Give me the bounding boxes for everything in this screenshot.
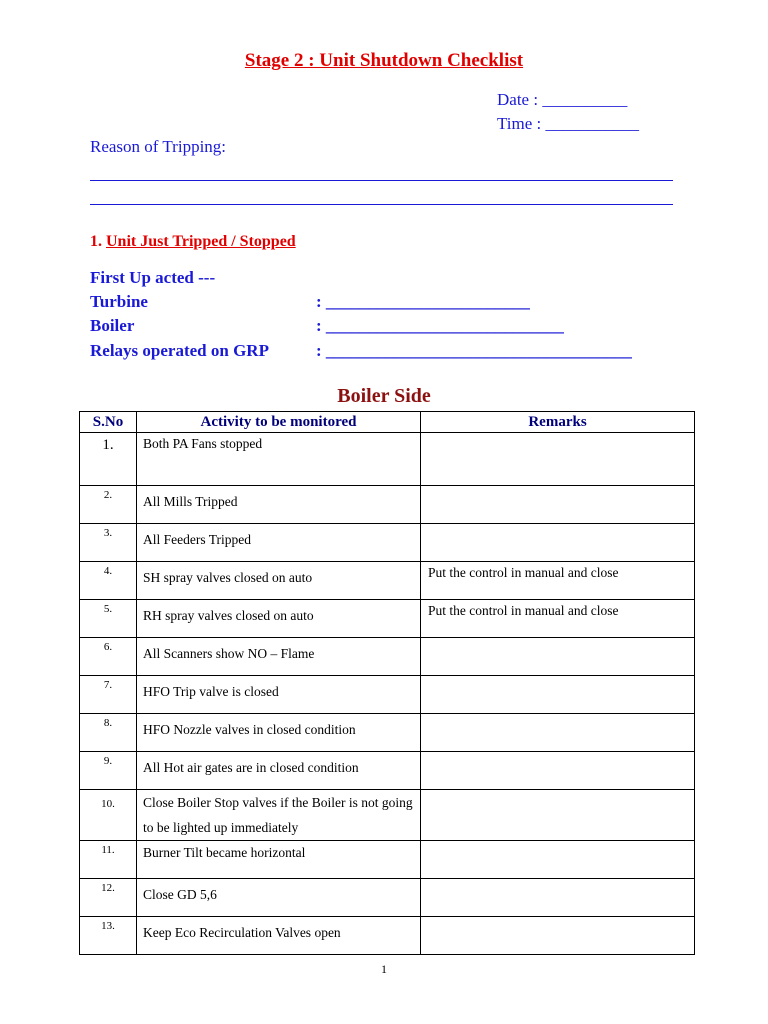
table-row (80, 676, 695, 714)
time-field[interactable]: Time : ___________ (497, 114, 640, 133)
row-remarks[interactable] (421, 433, 695, 486)
table-row (80, 917, 695, 955)
row-sno: 13. (80, 917, 137, 955)
row-remarks[interactable] (421, 841, 695, 879)
row-sno: 7. (80, 676, 137, 714)
row-sno: 6. (80, 638, 137, 676)
table-header-row (80, 412, 695, 433)
header-sno: S.No (80, 412, 137, 433)
table-row (80, 562, 695, 600)
row-remarks[interactable] (421, 790, 695, 841)
row-activity: HFO Nozzle valves in closed condition (137, 714, 421, 752)
table-row (80, 790, 695, 841)
row-sno: 11. (80, 841, 137, 879)
row-sno: 12. (80, 879, 137, 917)
row-remarks[interactable] (421, 524, 695, 562)
row-sno: 8. (80, 714, 137, 752)
checklist-table (79, 411, 695, 955)
row-remarks[interactable]: Put the control in manual and close (421, 562, 695, 600)
relays-label: Relays operated on GRP (90, 341, 269, 360)
row-sno: 2. (80, 486, 137, 524)
row-sno: 4. (80, 562, 137, 600)
turbine-field[interactable]: : ________________________ (316, 292, 530, 311)
row-activity: Burner Tilt became horizontal (137, 841, 421, 879)
row-remarks[interactable] (421, 676, 695, 714)
table-row (80, 841, 695, 879)
boiler-label: Boiler (90, 316, 135, 335)
row-activity: Keep Eco Recirculation Valves open (137, 917, 421, 955)
page-number: 1 (381, 962, 387, 976)
row-sno: 3. (80, 524, 137, 562)
reason-line-1[interactable] (90, 180, 673, 181)
row-activity: HFO Trip valve is closed (137, 676, 421, 714)
row-activity: RH spray valves closed on auto (137, 600, 421, 638)
reason-of-tripping-label: Reason of Tripping: (90, 137, 227, 156)
reason-line-2[interactable] (90, 204, 673, 205)
row-remarks[interactable]: Put the control in manual and close (421, 600, 695, 638)
row-activity: Both PA Fans stopped (137, 433, 421, 486)
row-activity: All Scanners show NO – Flame (137, 638, 421, 676)
row-remarks[interactable] (421, 752, 695, 790)
row-remarks[interactable] (421, 879, 695, 917)
table-row (80, 600, 695, 638)
table-row (80, 714, 695, 752)
row-sno: 10. (80, 790, 137, 841)
row-activity: All Mills Tripped (137, 486, 421, 524)
table-row (80, 879, 695, 917)
row-remarks[interactable] (421, 486, 695, 524)
row-activity: All Feeders Tripped (137, 524, 421, 562)
turbine-label: Turbine (90, 292, 148, 311)
table-row (80, 752, 695, 790)
row-remarks[interactable] (421, 638, 695, 676)
table-row (80, 638, 695, 676)
table-row (80, 486, 695, 524)
table-row (80, 433, 695, 486)
section-1-heading (90, 233, 296, 251)
section-1-title: Unit Just Tripped / Stopped (106, 233, 296, 250)
boiler-side-heading: Boiler Side (337, 385, 431, 407)
relays-field[interactable]: : ____________________________________ (316, 341, 632, 360)
header-activity: Activity to be monitored (137, 412, 421, 433)
section-1-number: 1. (90, 233, 102, 250)
row-sno: 5. (80, 600, 137, 638)
row-activity: Close Boiler Stop valves if the Boiler is not going to be lighted up immediately (137, 790, 421, 841)
table-row (80, 524, 695, 562)
document-title: Stage 2 : Unit Shutdown Checklist (244, 50, 524, 71)
row-remarks[interactable] (421, 917, 695, 955)
date-field[interactable]: Date : __________ (497, 90, 628, 109)
first-up-label: First Up acted --- (90, 268, 216, 287)
row-activity: All Hot air gates are in closed condition (137, 752, 421, 790)
header-remarks: Remarks (421, 412, 695, 433)
row-activity: SH spray valves closed on auto (137, 562, 421, 600)
row-remarks[interactable] (421, 714, 695, 752)
row-activity: Close GD 5,6 (137, 879, 421, 917)
boiler-field[interactable]: : ____________________________ (316, 316, 564, 335)
row-sno: 9. (80, 752, 137, 790)
row-sno: 1. (80, 433, 137, 486)
